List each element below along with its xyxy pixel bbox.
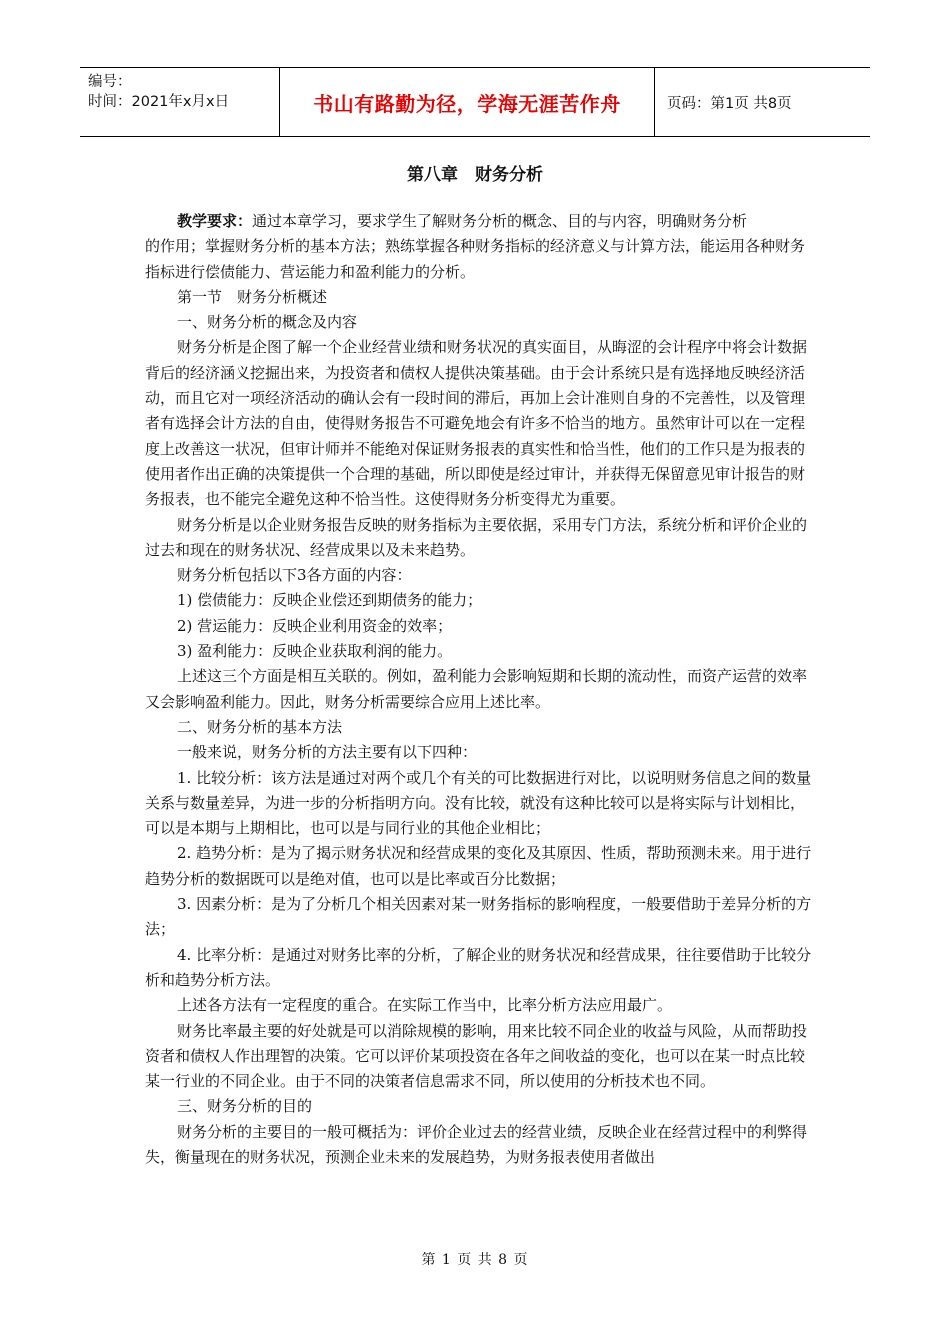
requirement-text-1: 通过本章学习，要求学生了解财务分析的概念、目的与内容，明确财务分析 — [252, 212, 748, 230]
subsection-heading: 一、财务分析的概念及内容 — [177, 313, 358, 332]
chapter-title: 第八章 财务分析 — [407, 165, 543, 185]
header-motto: 书山有路勤为径，学海无涯苦作舟 — [280, 68, 655, 136]
body-paragraph: 一般来说，财务分析的方法主要有以下四种： — [177, 743, 478, 762]
header-info — [80, 68, 280, 136]
list-item: 3) 盈利能力：反映企业获取利润的能力。 — [177, 642, 453, 661]
list-item: 3. 因素分析：是为了分析几个相关因素对某一财务指标的影响程度，一般要借助于差异分析的方法； — [145, 895, 812, 939]
list-item: 4. 比率分析：是通过对财务比率的分析，了解企业的财务状况和经营成果，往往要借助于比较分析和趋势分析方法。 — [145, 945, 812, 989]
requirement-label: 教学要求： — [177, 212, 253, 230]
document-number-label: 编号： — [88, 74, 132, 90]
document-date: 时间：2021年x月x日 — [88, 94, 230, 110]
document-body — [145, 209, 813, 1170]
list-item: 1) 偿债能力：反映企业偿还到期债务的能力； — [177, 591, 483, 610]
subsection-heading: 三、财务分析的目的 — [177, 1097, 313, 1116]
body-paragraph: 财务分析是以企业财务报告反映的财务指标为主要依据，采用专门方法，系统分析和评价企业的过去和现在的财务状况、经营成果以及未来趋势。 — [145, 515, 808, 559]
section-heading: 第一节 财务分析概述 — [177, 287, 328, 306]
body-paragraph: 上述各方法有一定程度的重合。在实际工作当中，比率分析方法应用最广。 — [177, 996, 673, 1015]
body-paragraph: 财务比率最主要的好处就是可以消除规模的影响，用来比较不同企业的收益与风险，从而帮助投资者和债权人作出理智的决策。它可以评价某项投资在各年之间收益的变化，也可以在某一时点比较某一行业的不同企业。由于不同的决策者信息需求不同，所以使用的分析技术也不同。 — [145, 1021, 808, 1091]
header-page-info: 页码：第1页 共8页 — [667, 95, 792, 112]
list-item: 1. 比较分析：该方法是通过对两个或几个有关的可比数据进行对比，以说明财务信息之间的数量关系与数量差异，为进一步的分析指明方向。没有比较，就没有这种比较可以是将实际与计划相比，可以是本期与上期相比，也可以是与同行业的其他企业相比； — [145, 768, 812, 838]
subsection-heading: 二、财务分析的基本方法 — [177, 717, 343, 736]
list-item: 2) 营运能力：反映企业利用资金的效率； — [177, 616, 453, 635]
page-header — [80, 67, 870, 137]
body-paragraph: 上述这三个方面是相互关联的。例如，盈利能力会影响短期和长期的流动性，而资产运营的效率又会影响盈利能力。因此，财务分析需要综合应用上述比率。 — [145, 667, 808, 711]
body-paragraph: 财务分析是企图了解一个企业经营业绩和财务状况的真实面目，从晦涩的会计程序中将会计数据背后的经济涵义挖掘出来，为投资者和债权人提供决策基础。由于会计系统只是有选择地反映经济活动，而且它对一项经济活动的确认会有一段时间的滞后，再加上会计准则自身的不完善性，以及管理者有选择会计方法的自由，使得财务报告不可避免地会有许多不恰当的地方。虽然审计可以在一定程度上改善这一状况，但审计师并不能绝对保证财务报表的真实性和恰当性，他们的工作只是为报表的使用者作出正确的决策提供一个合理的基础，所以即使是经过审计，并获得无保留意见审计报告的财务报表，也不能完全避免这种不恰当性。这使得财务分析变得尤为重要。 — [145, 338, 808, 509]
page-footer: 第 1 页 共 8 页 — [421, 1252, 529, 1268]
body-paragraph: 财务分析的主要目的一般可概括为：评价企业过去的经营业绩，反映企业在经营过程中的利弊得失，衡量现在的财务状况，预测企业未来的发展趋势，为财务报表使用者做出 — [145, 1122, 808, 1166]
teaching-requirement — [145, 209, 813, 234]
list-item: 2. 趋势分析：是为了揭示财务状况和经营成果的变化及其原因、性质，帮助预测未来。用于进行趋势分析的数据既可以是绝对值，也可以是比率或百分比数据； — [145, 844, 812, 888]
requirement-text-2: 的作用；掌握财务分析的基本方法；熟练掌握各种财务指标的经济意义与计算方法，能运用各种财务指标进行偿债能力、营运能力和盈利能力的分析。 — [145, 237, 806, 281]
body-paragraph: 财务分析包括以下3各方面的内容： — [177, 566, 412, 585]
